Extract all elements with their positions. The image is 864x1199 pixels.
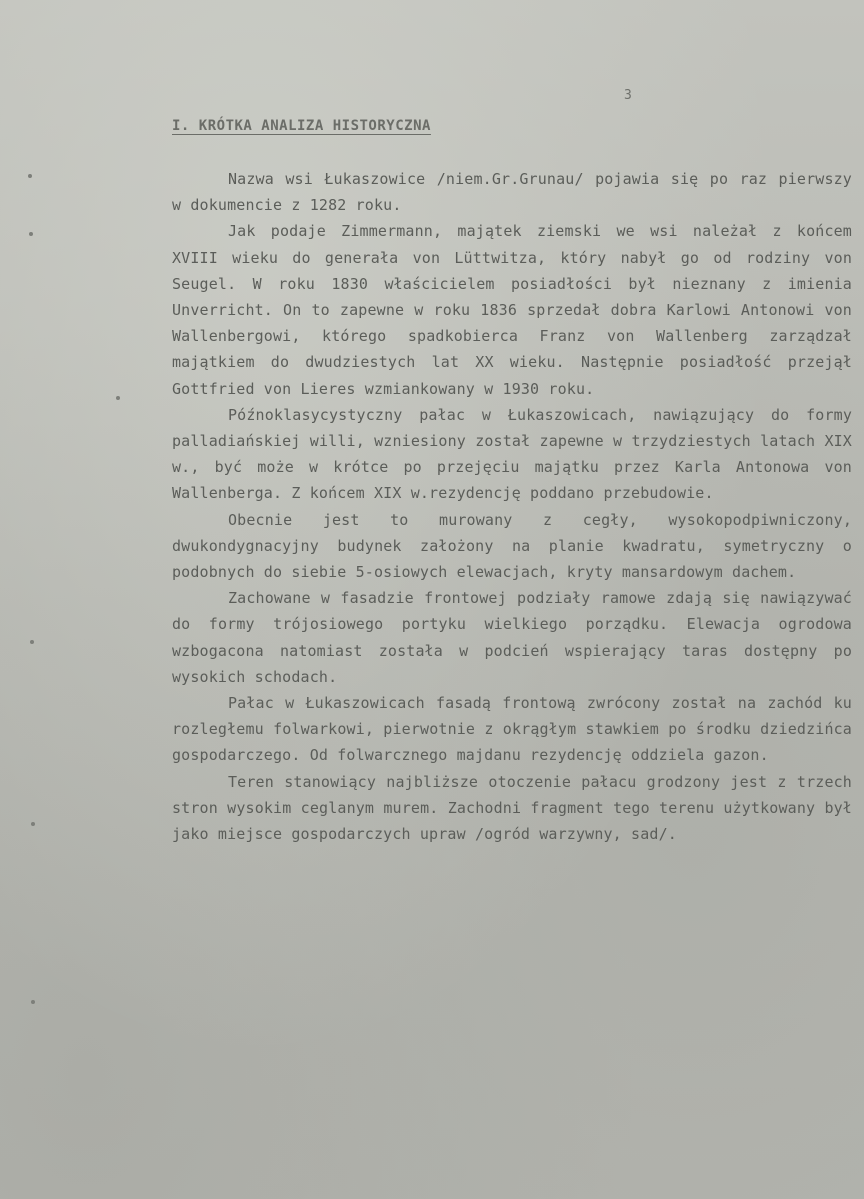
paragraph-4: Obecnie jest to murowany z cegły, wysokopodpiwniczony, dwukondygnacyjny budynek założony na planie kwadratu, symetryczny o podobnych do siebie 5-osiowych elewacjach, kryty mansardowym dachem. (172, 510, 852, 582)
binding-hole-mark (29, 232, 33, 236)
paragraph-5: Zachowane w fasadzie frontowej podziały ramowe zdają się nawiązywać do formy trójosiowego portyku wielkiego porządku. Elewacja ogrodowa wzbogacona natomiast została w podcień wspierający taras dostępny po wysokich schodach. (172, 589, 852, 686)
paragraph-1: Nazwa wsi Łukaszowice /niem.Gr.Grunau/ pojawia się po raz pierwszy w dokumencie z 1282 roku. (172, 170, 852, 215)
document-body (172, 166, 852, 847)
paragraph-2: Jak podaje Zimmermann, majątek ziemski we wsi należał z końcem XVIII wieku do generała von Lüttwitza, który nabył go od rodziny von Seugel. W roku 1830 właścicielem posiadłości był nieznany z imienia Unverricht. On to zapewne w roku 1836 sprzedał dobra Karlowi Antonowi von Wallenbergowi, którego spadkobierca Franz von Wallenberg zarządzał majątkiem do dwudziestych lat XX wieku. Następnie posiadłość przejął Gottfried von Lieres wzmiankowany w 1930 roku. (172, 222, 852, 398)
binding-hole-mark (31, 1000, 35, 1004)
binding-hole-mark (28, 174, 32, 178)
binding-hole-mark (30, 640, 34, 644)
paragraph-7: Teren stanowiący najbliższe otoczenie pałacu grodzony jest z trzech stron wysokim ceglanym murem. Zachodni fragment tego terenu użytkowany był jako miejsce gospodarczych upraw /ogród warzywny, sad/. (172, 772, 852, 844)
section-heading: I. KRÓTKA ANALIZA HISTORYCZNA (172, 118, 431, 134)
binding-hole-mark (31, 822, 35, 826)
binding-hole-mark (116, 396, 120, 400)
paragraph-3: Późnoklasycystyczny pałac w Łukaszowicach, nawiązujący do formy palladiańskiej willi, wzniesiony został zapewne w trzydziestych latach XIX w., być może w krótce po przejęciu majątku przez Karla Antonowa von Wallenberga. Z końcem XIX w.rezydencję poddano przebudowie. (172, 405, 852, 503)
paragraph-6: Pałac w Łukaszowicach fasadą frontową zwrócony został na zachód ku rozległemu folwarkowi, pierwotnie z okrągłym stawkiem po środku dziedzińca gospodarczego. Od folwarcznego majdanu rezydencję oddziela gazon. (172, 694, 852, 765)
page-number: 3 (624, 88, 632, 103)
